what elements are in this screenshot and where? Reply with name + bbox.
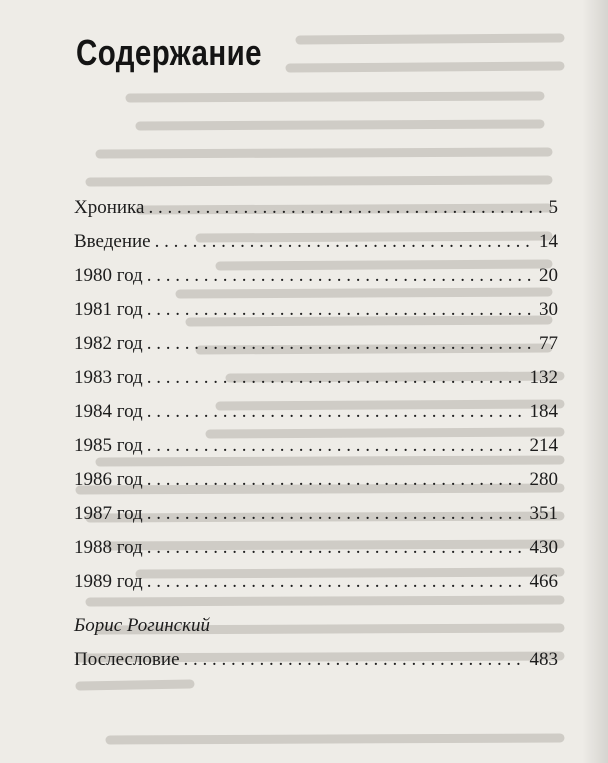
entry-title: 1981 год [74,299,143,320]
toc-entry [74,435,558,469]
toc-entry [74,265,558,299]
entry-page-number: 351 [529,503,558,524]
entry-title: 1986 год [74,469,143,490]
dot-leader [147,503,526,525]
entry-page-number: 430 [529,537,558,558]
entry-page-number: 280 [529,469,558,490]
entry-page-number: 483 [529,649,558,670]
page-title: Содержание [76,32,262,73]
entry-page-number: 14 [539,231,558,252]
dot-leader [147,537,526,559]
entry-page-number: 132 [529,367,558,388]
entry-page-number: 30 [539,299,558,320]
dot-leader [155,231,535,253]
toc-entry [74,231,558,265]
entry-title: Хроника [74,197,145,218]
entry-title: Послесловие [74,649,180,670]
toc-entry [74,469,558,503]
dot-leader [147,333,535,355]
toc-entry [74,197,558,231]
entry-title: 1982 год [74,333,143,354]
entry-title: 1985 год [74,435,143,456]
dot-leader [147,469,526,491]
dot-leader [147,265,535,287]
entry-title: 1987 год [74,503,143,524]
entry-page-number: 466 [529,571,558,592]
toc-entry [74,333,558,367]
toc-entry [74,299,558,333]
dot-leader [147,435,526,457]
table-of-contents [74,197,558,683]
dot-leader [147,367,526,389]
dot-leader [147,571,526,593]
entry-title: Введение [74,231,151,252]
entry-title: 1980 год [74,265,143,286]
toc-entry [74,401,558,435]
dot-leader [184,649,526,671]
entry-title: 1983 год [74,367,143,388]
entry-title: 1988 год [74,537,143,558]
toc-entry-afterword [74,649,558,683]
entry-page-number: 77 [539,333,558,354]
dot-leader [147,401,526,423]
dot-leader [148,197,544,219]
dot-leader [147,299,535,321]
entry-page-number: 214 [529,435,558,456]
toc-entry [74,503,558,537]
toc-entry [74,537,558,571]
entry-page-number: 20 [539,265,558,286]
entry-title: 1989 год [74,571,143,592]
entry-page-number: 184 [529,401,558,422]
afterword-author: Борис Рогинский [74,615,210,636]
entry-page-number: 5 [548,197,558,218]
page-edge-shadow [582,0,608,763]
toc-entry [74,571,558,605]
entry-title: 1984 год [74,401,143,422]
toc-entry [74,367,558,401]
